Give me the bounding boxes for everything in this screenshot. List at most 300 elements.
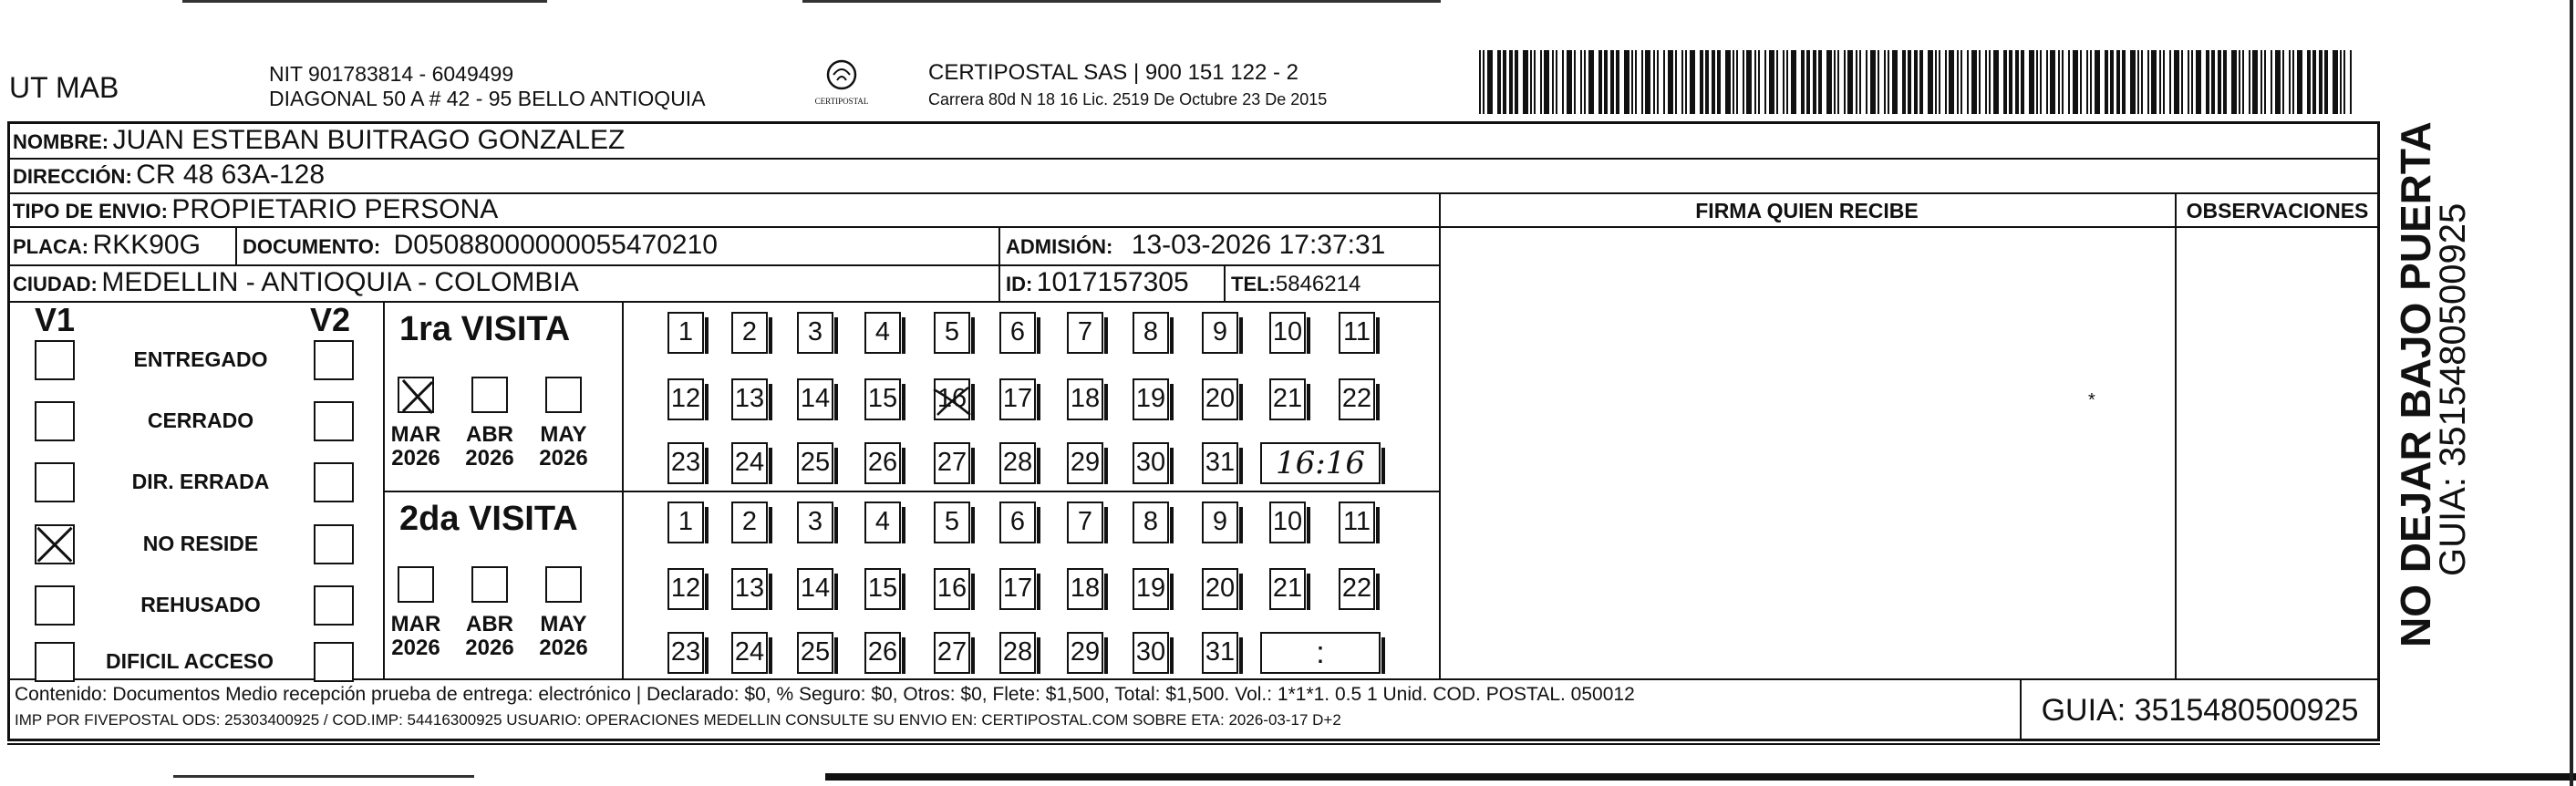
barcode-bar [2239, 50, 2240, 114]
barcode-bar [1884, 50, 1886, 114]
barcode-bar [1919, 50, 1923, 114]
company-address: DIAGONAL 50 A # 42 - 95 BELLO ANTIOQUIA [269, 87, 706, 110]
barcode-bar [2068, 50, 2070, 114]
barcode-bar [2292, 50, 2294, 114]
day-box[interactable] [1339, 568, 1375, 610]
barcode-bar [1523, 50, 1528, 114]
month-label: ABR 2026 [465, 612, 514, 660]
day-box[interactable] [1133, 442, 1169, 484]
barcode-bar [2181, 50, 2183, 114]
day-number: 6 [1009, 507, 1026, 536]
carrier-name: CERTIPOSTAL SAS | 900 151 122 - 2 [928, 60, 1298, 85]
day-box[interactable] [864, 378, 901, 420]
barcode-bar [2196, 50, 2201, 114]
day-number: 15 [867, 574, 898, 603]
side-warning: NO DEJAR BAJO PUERTA [2392, 121, 2439, 647]
tipo-row: TIPO DE ENVIO: PROPIETARIO PERSONA [13, 194, 499, 224]
day-number: 4 [874, 507, 891, 536]
barcode-bar [1515, 50, 1518, 114]
v2-checkbox[interactable] [314, 524, 354, 564]
barcode-bar [1786, 50, 1788, 114]
ciudad-value: MEDELLIN - ANTIOQUIA - COLOMBIA [101, 267, 579, 297]
day-number: 1 [678, 317, 694, 346]
barcode-bar [2090, 50, 2092, 114]
barcode-bar [1856, 50, 1857, 114]
barcode-bar [2122, 50, 2126, 114]
barcode-bar [2058, 50, 2060, 114]
barcode-bar [1509, 50, 1513, 114]
day-number: 19 [1135, 574, 1166, 603]
barcode-bar [1806, 50, 1810, 114]
day-number: 8 [1143, 317, 1159, 346]
day-box[interactable] [1133, 312, 1169, 354]
barcode-bar [2141, 50, 2143, 114]
day-box[interactable] [1339, 502, 1375, 543]
scan-edge-line [802, 0, 1441, 3]
day-box[interactable] [934, 378, 970, 420]
barcode-bar [1960, 50, 1962, 114]
barcode-bar [1818, 50, 1822, 114]
barcode-bar [1635, 50, 1637, 114]
barcode-bar [1584, 50, 1586, 114]
day-number: 18 [1070, 574, 1101, 603]
day-box[interactable] [1339, 378, 1375, 420]
scan-edge-line [182, 0, 547, 3]
observaciones-area[interactable] [2179, 230, 2378, 677]
barcode-bar [1813, 50, 1816, 114]
tel-value: 5846214 [1275, 272, 1361, 296]
day-box[interactable] [797, 568, 833, 610]
v1-checkbox[interactable] [35, 340, 75, 380]
barcode-bar [1717, 50, 1721, 114]
barcode-bar [1993, 50, 1999, 114]
tel-row: TEL:5846214 [1231, 272, 1361, 296]
barcode-bar [2036, 50, 2038, 114]
day-number: 4 [874, 317, 891, 346]
barcode [1479, 50, 2354, 114]
barcode-bar [1769, 50, 1774, 114]
day-number: 18 [1070, 384, 1101, 413]
hour-box[interactable]: : [1260, 632, 1381, 674]
direccion-row: DIRECCIÓN: CR 48 63A-128 [13, 160, 326, 190]
day-number: 3 [807, 507, 823, 536]
day-number: 7 [1077, 317, 1093, 346]
day-box[interactable] [1067, 568, 1103, 610]
day-box[interactable] [1202, 632, 1238, 674]
day-box[interactable] [797, 378, 833, 420]
barcode-bar [2333, 50, 2338, 114]
nit: NIT 901783814 - 6049499 [269, 62, 514, 86]
day-box[interactable] [934, 312, 970, 354]
barcode-bar [2169, 50, 2171, 114]
status-label: DIFICIL ACCESO [106, 649, 274, 673]
barcode-bar [2003, 50, 2007, 114]
scan-edge-line [173, 775, 474, 778]
day-number: 13 [734, 384, 765, 413]
month-checkbox[interactable] [398, 377, 434, 413]
day-box[interactable] [864, 568, 901, 610]
day-box[interactable] [999, 568, 1036, 610]
barcode-bar [1967, 50, 1969, 114]
day-box[interactable] [731, 632, 768, 674]
barcode-bar [1945, 50, 1947, 114]
barcode-bar [1700, 50, 1703, 114]
barcode-bar [1645, 50, 1650, 114]
day-box[interactable] [999, 312, 1036, 354]
day-box[interactable] [999, 502, 1036, 543]
day-box[interactable] [1269, 568, 1306, 610]
barcode-bar [1503, 50, 1506, 114]
barcode-bar [1712, 50, 1715, 114]
barcode-bar [1914, 50, 1918, 114]
day-number: 20 [1205, 384, 1236, 413]
day-box[interactable] [1067, 632, 1103, 674]
day-number: 30 [1135, 637, 1166, 667]
carrier-address: Carrera 80d N 18 16 Lic. 2519 De Octubre 23 De 2015 [928, 90, 1328, 109]
day-box[interactable] [1202, 568, 1238, 610]
day-box[interactable] [864, 312, 901, 354]
day-number: 24 [734, 637, 765, 667]
barcode-bar [1837, 50, 1839, 114]
day-box[interactable] [731, 568, 768, 610]
day-number: 23 [670, 448, 701, 477]
barcode-bar [2137, 50, 2139, 114]
barcode-bar [1870, 50, 1876, 114]
barcode-bar [2116, 50, 2120, 114]
day-box[interactable] [934, 632, 970, 674]
day-number: 7 [1077, 507, 1093, 536]
barcode-bar [1610, 50, 1614, 114]
day-box[interactable] [667, 502, 704, 543]
v1-checkbox[interactable] [35, 462, 75, 502]
barcode-bar [1483, 50, 1485, 114]
v2-checkbox[interactable] [314, 401, 354, 441]
barcode-bar [1657, 50, 1659, 114]
day-number: 12 [670, 574, 701, 603]
barcode-bar [1588, 50, 1594, 114]
barcode-bar [1746, 50, 1752, 114]
day-number: 22 [1341, 384, 1372, 413]
barcode-bar [1878, 50, 1879, 114]
v2-checkbox[interactable] [314, 340, 354, 380]
barcode-bar [2086, 50, 2088, 114]
day-number: 13 [734, 574, 765, 603]
company-code: UT MAB [9, 71, 119, 104]
barcode-bar [1574, 50, 1576, 114]
month-checkbox[interactable] [398, 566, 434, 603]
barcode-bar [2062, 50, 2064, 114]
day-number: 16 [936, 574, 967, 603]
day-box[interactable] [934, 502, 970, 543]
day-box[interactable] [667, 632, 704, 674]
barcode-bar [1764, 50, 1766, 114]
month-checkbox[interactable] [471, 566, 508, 603]
side-guia: GUIA: 3515480500925 [2433, 202, 2473, 576]
day-number: 12 [670, 384, 701, 413]
day-number: 22 [1341, 574, 1372, 603]
day-number: 5 [944, 317, 960, 346]
barcode-bar [1791, 50, 1796, 114]
day-number: 11 [1342, 507, 1371, 536]
visit-title: 1ra VISITA [399, 310, 571, 348]
day-box[interactable] [731, 312, 768, 354]
day-box[interactable] [797, 312, 833, 354]
barcode-bar [1479, 50, 1481, 114]
day-box[interactable] [1067, 442, 1103, 484]
day-number: 29 [1070, 448, 1101, 477]
barcode-bar [1736, 50, 1738, 114]
barcode-bar [2073, 50, 2078, 114]
day-box[interactable] [731, 378, 768, 420]
placa-value: RKK90G [92, 230, 201, 260]
barcode-bar [1580, 50, 1582, 114]
barcode-bar [2159, 50, 2161, 114]
barcode-bar [2282, 50, 2284, 114]
day-number: 9 [1212, 507, 1228, 536]
day-box[interactable] [1269, 312, 1306, 354]
barcode-bar [1928, 50, 1933, 114]
day-number: 16 [936, 384, 967, 413]
barcode-bar [1979, 50, 1981, 114]
barcode-bar [1949, 50, 1954, 114]
scan-edge-line [2570, 0, 2573, 786]
barcode-bar [1705, 50, 1709, 114]
day-box[interactable] [1202, 442, 1238, 484]
admision-row: ADMISIÓN: 13-03-2026 17:37:31 [1006, 230, 1386, 260]
day-box[interactable] [1133, 502, 1169, 543]
barcode-bar [2188, 50, 2189, 114]
barcode-bar [2015, 50, 2019, 114]
barcode-bar [1544, 50, 1549, 114]
day-box[interactable] [797, 502, 833, 543]
hour-box[interactable]: 16:16 [1260, 442, 1381, 484]
direccion-value: CR 48 63A-128 [136, 160, 326, 190]
v2-checkbox[interactable] [314, 642, 354, 682]
day-number: 17 [1002, 384, 1033, 413]
barcode-bar [2260, 50, 2262, 114]
barcode-bar [2110, 50, 2114, 114]
day-number: 31 [1205, 448, 1236, 477]
day-number: 2 [741, 317, 758, 346]
v2-label: V2 [310, 301, 351, 338]
day-box[interactable] [1067, 378, 1103, 420]
admision-value: 13-03-2026 17:37:31 [1131, 230, 1386, 260]
barcode-bar [1743, 50, 1744, 114]
day-box[interactable] [1067, 502, 1103, 543]
guia-box: GUIA: 3515480500925 [2041, 693, 2359, 728]
barcode-bar [2191, 50, 2193, 114]
day-box[interactable] [667, 312, 704, 354]
day-box[interactable] [999, 632, 1036, 674]
barcode-bar [1540, 50, 1542, 114]
barcode-bar [1653, 50, 1655, 114]
day-box[interactable] [1339, 312, 1375, 354]
barcode-bar [1733, 50, 1734, 114]
barcode-bar [1859, 50, 1861, 114]
status-label: NO RESIDE [142, 532, 259, 555]
barcode-bar [2343, 50, 2345, 114]
day-number: 10 [1272, 507, 1303, 536]
barcode-bar [1641, 50, 1643, 114]
v1-checkbox[interactable] [35, 642, 75, 682]
day-number: 27 [936, 637, 967, 667]
v1-checkbox[interactable] [35, 401, 75, 441]
status-label: CERRADO [147, 409, 254, 432]
barcode-bar [2275, 50, 2281, 114]
barcode-bar [1985, 50, 1987, 114]
barcode-bar [1681, 50, 1683, 114]
day-box[interactable] [797, 442, 833, 484]
day-box[interactable] [731, 442, 768, 484]
day-box[interactable] [999, 442, 1036, 484]
month-checkbox[interactable] [471, 377, 508, 413]
documento-value: D05088000000055470210 [393, 230, 718, 260]
barcode-bar [1754, 50, 1756, 114]
barcode-bar [1826, 50, 1832, 114]
day-number: 25 [800, 637, 831, 667]
day-number: 23 [670, 637, 701, 667]
barcode-bar [1663, 50, 1665, 114]
day-number: 20 [1205, 574, 1236, 603]
visit-title: 2da VISITA [399, 500, 578, 538]
nombre-row: NOMBRE: JUAN ESTEBAN BUITRAGO GONZALEZ [13, 125, 626, 155]
barcode-bar [2252, 50, 2258, 114]
id-row: ID: 1017157305 [1006, 267, 1189, 297]
barcode-bar [1497, 50, 1501, 114]
barcode-bar [1971, 50, 1977, 114]
outer-bottom-line [7, 743, 2380, 745]
barcode-bar [1776, 50, 1778, 114]
barcode-bar [2223, 50, 2227, 114]
day-box[interactable] [1269, 378, 1306, 420]
day-box[interactable] [864, 632, 901, 674]
barcode-bar [1552, 50, 1554, 114]
signature-area[interactable] [1443, 230, 2172, 677]
v2-checkbox[interactable] [314, 462, 354, 502]
month-label: MAR 2026 [390, 422, 441, 471]
barcode-bar [1624, 50, 1629, 114]
barcode-bar [1939, 50, 1940, 114]
day-box[interactable] [864, 502, 901, 543]
nombre-value: JUAN ESTEBAN BUITRAGO GONZALEZ [112, 125, 626, 155]
firma-mark: * [2088, 390, 2095, 410]
barcode-bar [2105, 50, 2108, 114]
day-number: 14 [800, 574, 831, 603]
day-box[interactable] [1269, 502, 1306, 543]
day-number: 9 [1212, 317, 1228, 346]
barcode-bar [2307, 50, 2311, 114]
barcode-bar [2340, 50, 2342, 114]
barcode-bar [1567, 50, 1572, 114]
day-number: 25 [800, 448, 831, 477]
day-box[interactable] [1202, 378, 1238, 420]
v1-checkbox[interactable] [35, 524, 75, 564]
day-number: 5 [944, 507, 960, 536]
day-box[interactable] [667, 442, 704, 484]
status-label: ENTREGADO [133, 347, 268, 371]
v1-checkbox[interactable] [35, 585, 75, 626]
day-box[interactable] [1133, 568, 1169, 610]
day-box[interactable] [999, 378, 1036, 420]
barcode-bar [2080, 50, 2082, 114]
ciudad-row: CIUDAD: MEDELLIN - ANTIOQUIA - COLOMBIA [13, 267, 579, 297]
barcode-bar [1908, 50, 1911, 114]
day-number: 19 [1135, 384, 1166, 413]
barcode-bar [2050, 50, 2055, 114]
status-label: REHUSADO [140, 593, 261, 616]
certipostal-logo [810, 57, 874, 109]
scan-edge-line [825, 773, 2576, 781]
day-box[interactable] [934, 568, 970, 610]
month-checkbox[interactable] [545, 377, 582, 413]
month-label: MAY 2026 [539, 422, 588, 471]
day-number: 3 [807, 317, 823, 346]
barcode-bar [2040, 50, 2042, 114]
day-number: 21 [1272, 574, 1303, 603]
day-box[interactable] [934, 442, 970, 484]
barcode-bar [2206, 50, 2209, 114]
v2-checkbox[interactable] [314, 585, 354, 626]
barcode-bar [1801, 50, 1805, 114]
barcode-bar [1935, 50, 1937, 114]
documento-row: DOCUMENTO: D05088000000055470210 [243, 230, 718, 260]
day-box[interactable] [797, 632, 833, 674]
barcode-bar [1725, 50, 1731, 114]
barcode-bar [1598, 50, 1602, 114]
barcode-bar [1685, 50, 1687, 114]
barcode-bar [2021, 50, 2024, 114]
barcode-bar [2231, 50, 2237, 114]
barcode-bar [1892, 50, 1898, 114]
day-box[interactable] [1202, 312, 1238, 354]
day-box[interactable] [667, 378, 704, 420]
day-number: 27 [936, 448, 967, 477]
month-checkbox[interactable] [545, 566, 582, 603]
barcode-bar [1487, 50, 1493, 114]
day-number: 11 [1342, 317, 1371, 346]
barcode-bar [1556, 50, 1557, 114]
barcode-bar [1530, 50, 1532, 114]
month-label: MAR 2026 [390, 612, 441, 660]
day-number: 26 [867, 448, 898, 477]
barcode-bar [2174, 50, 2179, 114]
day-number: 6 [1009, 317, 1026, 346]
day-box[interactable] [1067, 312, 1103, 354]
barcode-bar [1783, 50, 1785, 114]
barcode-bar [2029, 50, 2034, 114]
barcode-bar [1668, 50, 1673, 114]
barcode-bar [2211, 50, 2215, 114]
status-label: DIR. ERRADA [131, 470, 270, 493]
day-box[interactable] [1202, 502, 1238, 543]
contenido-text: Contenido: Documentos Medio recepción prueba de entrega: electrónico | Declarado: $0, % Seguro: $0, Otros: $0, Flete: $1,500, Total: $1,500. Vol.: 1*1*1. 0.5 1 Unid. COD. POSTAL. 050012 [15, 684, 1635, 705]
day-box[interactable] [1133, 378, 1169, 420]
barcode-bar [2163, 50, 2165, 114]
day-box[interactable] [1133, 632, 1169, 674]
day-box[interactable] [667, 568, 704, 610]
barcode-bar [2297, 50, 2302, 114]
barcode-bar [2009, 50, 2012, 114]
month-label: ABR 2026 [465, 422, 514, 471]
day-number: 26 [867, 637, 898, 667]
day-box[interactable] [864, 442, 901, 484]
day-number: 14 [800, 384, 831, 413]
day-number: 17 [1002, 574, 1033, 603]
day-box[interactable] [731, 502, 768, 543]
barcode-bar [2147, 50, 2149, 114]
barcode-bar [2324, 50, 2328, 114]
firma-label: FIRMA QUIEN RECIBE [1695, 199, 1919, 222]
